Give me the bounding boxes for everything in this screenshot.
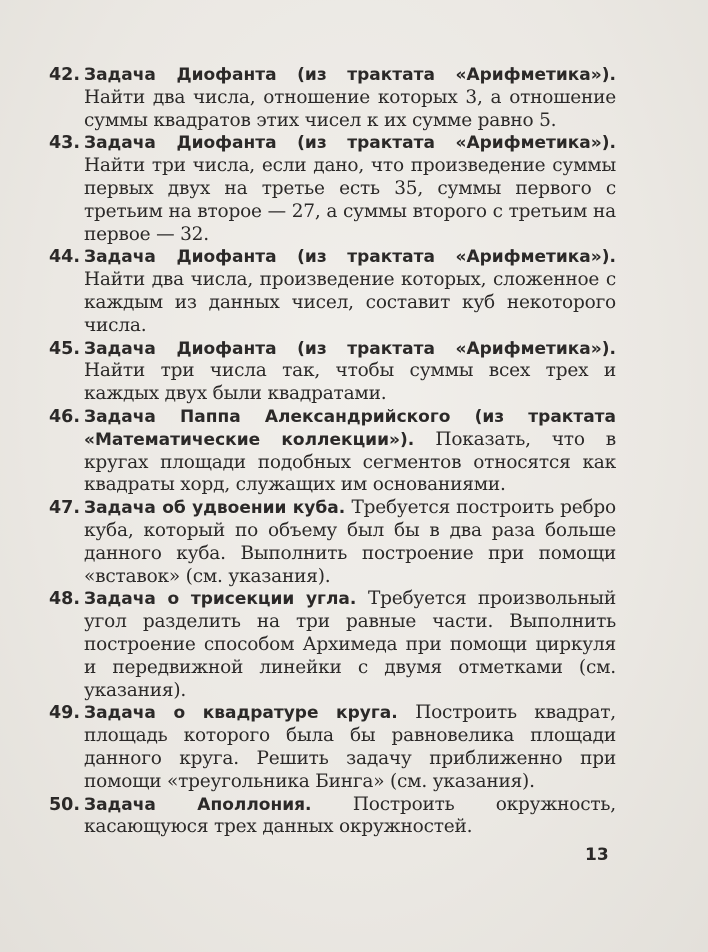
problem-42 (36, 64, 616, 132)
problem-text: Найти два числа, отношение которых 3, а отношение суммы квадратов этих чисел к их сумме равно 5. (84, 86, 616, 131)
problem-number: 42. (48, 65, 80, 85)
problem-number: 44. (48, 247, 80, 268)
problem-50 (36, 794, 616, 840)
problem-title: Задача Диофанта (из трактата «Арифметика»). (84, 65, 616, 85)
problem-47 (36, 497, 616, 588)
problem-title: Задача о трисекции угла. (84, 589, 357, 610)
problem-text: Найти два числа, произведение которых, сложенное с каждым из данных чисел, составит куб некоторого числа. (84, 269, 616, 336)
problem-text: Построить окружность, касающуюся трех данных окружностей. (84, 793, 616, 838)
problem-text: Построить квадрат, площадь которого была бы равновелика площади данного круга. Решить задачу приближенно при помощи «треугольника Бинга» (см. указания). (84, 702, 616, 792)
problem-number: 50. (48, 794, 80, 815)
problem-text: Найти три числа, если дано, что произведение суммы первых двух на третье есть 35, суммы первого с третьим на второе — 27, а суммы второго с третьим на первое — 32. (84, 155, 616, 245)
problem-number: 49. (48, 703, 80, 724)
page-number: 13 (585, 845, 609, 865)
problem-text: Найти три числа так, чтобы суммы всех трех и каждых двух были квадратами. (84, 360, 616, 405)
problem-text: Требуется произвольный угол разделить на три равные части. Выполнить построение способом Архимеда при помощи циркуля и передвижной линейки с двумя отметками (см. указания). (84, 588, 616, 701)
problem-title: Задача Паппа Александрийского (из трактата «Математические коллекции»). (84, 406, 616, 450)
problem-text: Требуется построить ребро куба, который по объему был бы в два раза больше данного куба. Выполнить построение при помощи «вставок» (см. указания). (84, 497, 616, 587)
problem-number: 45. (48, 338, 80, 359)
problem-number: 48. (48, 589, 80, 610)
problem-title: Задача Диофанта (из трактата «Арифметика»). (84, 133, 616, 154)
problem-text: Показать, что в кругах площади подобных сегментов относятся как квадраты хорд, служащих им основаниями. (84, 428, 616, 496)
problem-title: Задача Аполлония. (84, 794, 312, 815)
problem-48 (36, 588, 616, 702)
problem-title: Задача Диофанта (из трактата «Арифметика»). (84, 338, 616, 359)
problem-45 (36, 338, 616, 406)
problem-number: 46. (48, 406, 80, 427)
problem-number: 43. (48, 133, 80, 154)
problem-list (36, 64, 616, 839)
problem-title: Задача Диофанта (из трактата «Арифметика»). (84, 247, 616, 268)
problem-46 (36, 406, 616, 497)
problem-title: Задача об удвоении куба. (84, 498, 346, 519)
problem-44 (36, 246, 616, 337)
problem-title: Задача о квадратуре круга. (84, 703, 398, 724)
problem-49 (36, 702, 616, 793)
problem-43 (36, 132, 616, 246)
problem-number: 47. (48, 498, 80, 519)
